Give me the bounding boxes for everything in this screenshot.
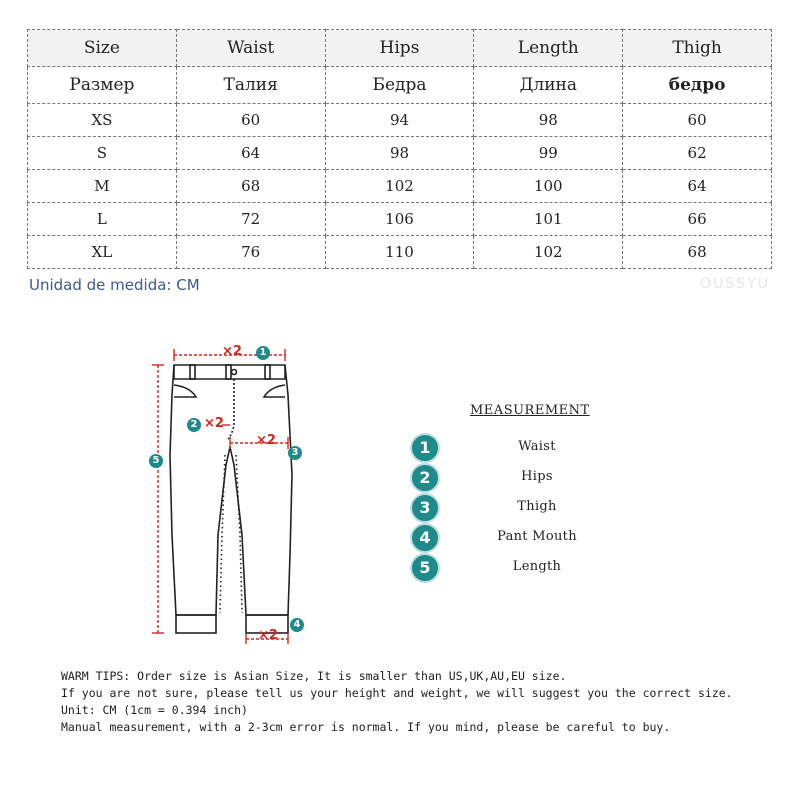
table-cell: 76	[176, 236, 325, 269]
hips-times-label: ×2	[204, 416, 224, 431]
legend-item-label: Waist	[518, 439, 556, 454]
pants-outline	[170, 365, 292, 633]
pants-illustration	[130, 335, 330, 645]
header-cell: Длина	[474, 67, 623, 104]
table-cell: 94	[325, 104, 474, 137]
table-cell: 100	[474, 170, 623, 203]
table-cell: 68	[176, 170, 325, 203]
table-header-row-en	[28, 30, 772, 67]
table-cell: 106	[325, 203, 474, 236]
table-cell: 102	[325, 170, 474, 203]
table-row	[28, 170, 772, 203]
legend-item-length	[410, 553, 650, 581]
table-cell: 60	[623, 104, 772, 137]
table-cell: 64	[623, 170, 772, 203]
tips-line: If you are not sure, please tell us your height and weight, we will suggest you the correct size.	[61, 686, 733, 700]
table-cell: 62	[623, 137, 772, 170]
table-cell: 101	[474, 203, 623, 236]
table-cell: M	[28, 170, 177, 203]
number-5-icon: 5	[410, 553, 440, 583]
table-cell: 98	[325, 137, 474, 170]
table-row	[28, 203, 772, 236]
table-row	[28, 137, 772, 170]
number-3-icon: 3	[410, 493, 440, 523]
table-cell: 102	[474, 236, 623, 269]
legend-item-label: Length	[512, 559, 562, 574]
pants-measurement-diagram	[130, 335, 330, 645]
header-cell: Thigh	[623, 30, 772, 67]
table-cell: S	[28, 137, 177, 170]
waist-times-label: ×2	[222, 344, 242, 359]
thigh-times-label: ×2	[256, 433, 276, 448]
table-cell: L	[28, 203, 177, 236]
table-cell: 64	[176, 137, 325, 170]
table-cell: 68	[623, 236, 772, 269]
table-cell: 66	[623, 203, 772, 236]
marker-4-icon: 4	[290, 618, 304, 632]
header-cell: Waist	[176, 30, 325, 67]
legend-item-pant-mouth	[410, 523, 650, 551]
size-chart-table	[27, 29, 772, 269]
legend-item-label: Hips	[521, 469, 553, 484]
legend-title: MEASUREMENT	[470, 403, 590, 418]
legend-item-thigh	[410, 493, 650, 521]
table-cell: XS	[28, 104, 177, 137]
legend-item-hips	[410, 463, 650, 491]
legend-item-label: Pant Mouth	[497, 529, 577, 544]
header-cell: бедро	[623, 67, 772, 104]
legend-item-waist	[410, 433, 650, 461]
unit-note: Unidad de medida: CM	[29, 276, 200, 294]
number-2-icon: 2	[410, 463, 440, 493]
table-cell: 60	[176, 104, 325, 137]
header-cell: Hips	[325, 30, 474, 67]
table-cell: 110	[325, 236, 474, 269]
header-cell: Size	[28, 30, 177, 67]
table-header-row-ru	[28, 67, 772, 104]
header-cell: Талия	[176, 67, 325, 104]
warm-tips	[61, 668, 741, 736]
number-4-icon: 4	[410, 523, 440, 553]
table-cell: 72	[176, 203, 325, 236]
marker-1-icon: 1	[256, 346, 270, 360]
header-cell: Бедра	[325, 67, 474, 104]
header-cell: Length	[474, 30, 623, 67]
legend-item-label: Thigh	[517, 499, 557, 514]
table-cell: 98	[474, 104, 623, 137]
tips-line: Unit: CM (1cm = 0.394 inch)	[61, 703, 248, 717]
brand-watermark: OUSSYU	[700, 276, 770, 292]
header-cell: Размер	[28, 67, 177, 104]
tips-line: Manual measurement, with a 2-3cm error is normal. If you mind, please be careful to buy.	[61, 720, 671, 734]
tips-line: WARM TIPS: Order size is Asian Size, It is smaller than US,UK,AU,EU size.	[61, 669, 567, 683]
table-cell: 99	[474, 137, 623, 170]
marker-3-icon: 3	[288, 446, 302, 460]
marker-5-icon: 5	[149, 454, 163, 468]
table-row	[28, 236, 772, 269]
number-1-icon: 1	[410, 433, 440, 463]
pant-mouth-times-label: ×2	[258, 628, 278, 643]
table-row	[28, 104, 772, 137]
marker-2-icon: 2	[187, 418, 201, 432]
table-cell: XL	[28, 236, 177, 269]
